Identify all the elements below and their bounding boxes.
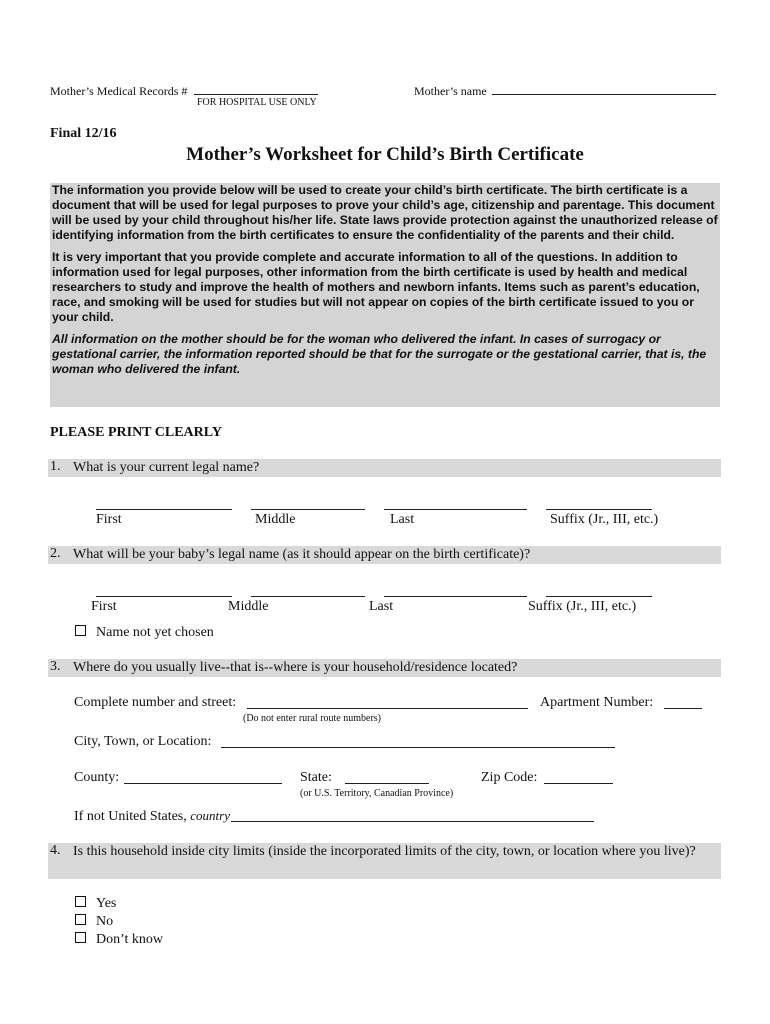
- checkbox[interactable]: [75, 896, 86, 907]
- zip-label: Zip Code:: [481, 770, 538, 785]
- q4-option-yes[interactable]: [75, 896, 116, 912]
- q2-last-input[interactable]: [384, 596, 527, 597]
- apartment-label: Apartment Number:: [540, 695, 654, 710]
- street-input[interactable]: [247, 708, 528, 709]
- q1-middle-input[interactable]: [251, 509, 365, 510]
- state-label: State:: [300, 770, 332, 785]
- intro-paragraph-2: It is very important that you provide complete and accurate information to all of the questions. In addition to information used for legal purposes, other information from the birth certificate is used by health and medical researchers to study and improve the health of mothers and newborn infants. Items such as parent’s education, race, and smoking will be used for studies but will not appear on copies of the birth certificate issued to you or your child.: [52, 250, 700, 324]
- q4-option-no[interactable]: [75, 914, 113, 930]
- question-3-number: 3.: [50, 659, 61, 674]
- question-2-bar: [48, 546, 721, 564]
- q2-name-not-chosen-option[interactable]: [75, 625, 214, 641]
- mothers-name-input[interactable]: [492, 82, 716, 95]
- city-input[interactable]: [221, 747, 615, 748]
- question-4-text: Is this household inside city limits (inside the incorporated limits of the city, town, or location where you live)?: [73, 844, 696, 859]
- q2-first-input[interactable]: [96, 596, 232, 597]
- q2-first-label: First: [91, 599, 117, 614]
- question-1-number: 1.: [50, 459, 61, 474]
- q1-suffix-label: Suffix (Jr., III, etc.): [550, 512, 659, 527]
- q1-first-label: First: [96, 512, 122, 527]
- checkbox[interactable]: [75, 914, 86, 925]
- city-label: City, Town, or Location:: [74, 734, 212, 749]
- intro-box: [50, 183, 720, 407]
- question-4-number: 4.: [50, 843, 61, 858]
- mothers-name-field: [414, 82, 716, 99]
- q1-first-input[interactable]: [96, 509, 232, 510]
- question-1-bar: [48, 459, 721, 477]
- country-label: If not United States,: [74, 809, 187, 824]
- question-3-text: Where do you usually live--that is--where is your household/residence located?: [73, 660, 518, 675]
- print-clearly-heading: PLEASE PRINT CLEARLY: [50, 425, 222, 440]
- country-input[interactable]: [231, 821, 594, 822]
- q2-suffix-input[interactable]: [546, 596, 652, 597]
- q2-middle-input[interactable]: [251, 596, 365, 597]
- country-field: [74, 808, 230, 825]
- no-rural-route-note: (Do not enter rural route numbers): [243, 713, 382, 724]
- question-1-text: What is your current legal name?: [73, 460, 260, 475]
- hospital-use-note: FOR HOSPITAL USE ONLY: [197, 97, 317, 108]
- q4-option-yes-label: Yes: [96, 896, 117, 911]
- question-2-text: What will be your baby’s legal name (as it should appear on the birth certificate)?: [73, 547, 531, 562]
- q4-option-dont-know[interactable]: [75, 932, 163, 948]
- page-title: Mother’s Worksheet for Child’s Birth Certificate: [186, 144, 584, 165]
- county-label: County:: [74, 770, 120, 785]
- q1-last-input[interactable]: [384, 509, 527, 510]
- intro-paragraph-1: The information you provide below will be used to create your child’s birth certificate. The birth certificate is a document that will be used for legal purposes to prove your child’s age, citizenship and parentage. This document will be used by your child throughout his/her life. State laws provide protection against the unauthorized release of identifying information from the birth certificates to ensure the confidentiality of the parents and their child.: [52, 183, 718, 242]
- mothers-name-label: Mother’s name: [414, 84, 487, 98]
- question-4-bar: [48, 843, 721, 879]
- q4-option-dont-know-label: Don’t know: [96, 932, 164, 947]
- q2-last-label: Last: [369, 599, 394, 614]
- checkbox[interactable]: [75, 932, 86, 943]
- apartment-input[interactable]: [664, 708, 702, 709]
- medical-records-input[interactable]: [194, 82, 318, 95]
- checkbox[interactable]: [75, 625, 86, 636]
- q4-option-no-label: No: [96, 914, 114, 929]
- q2-suffix-label: Suffix (Jr., III, etc.): [528, 599, 637, 614]
- street-label: Complete number and street:: [74, 695, 237, 710]
- zip-input[interactable]: [544, 783, 613, 784]
- q1-last-label: Last: [390, 512, 415, 527]
- medical-records-label: Mother’s Medical Records #: [50, 84, 188, 98]
- state-input[interactable]: [345, 783, 429, 784]
- version-label: Final 12/16: [50, 126, 117, 141]
- intro-paragraph-3: All information on the mother should be for the woman who delivered the infant. In cases of surrogacy or gestational carrier, the information reported should be that for the surrogate or the gestational carrier, that is, the woman who delivered the infant.: [52, 332, 707, 376]
- state-note: (or U.S. Territory, Canadian Province): [300, 788, 454, 799]
- country-word: country: [190, 808, 230, 823]
- county-input[interactable]: [124, 783, 282, 784]
- q2-name-not-chosen-label: Name not yet chosen: [96, 625, 214, 640]
- q2-middle-label: Middle: [228, 599, 269, 614]
- question-2-number: 2.: [50, 546, 61, 561]
- q1-middle-label: Middle: [255, 512, 296, 527]
- q1-suffix-input[interactable]: [546, 509, 652, 510]
- question-3-bar: [48, 659, 721, 677]
